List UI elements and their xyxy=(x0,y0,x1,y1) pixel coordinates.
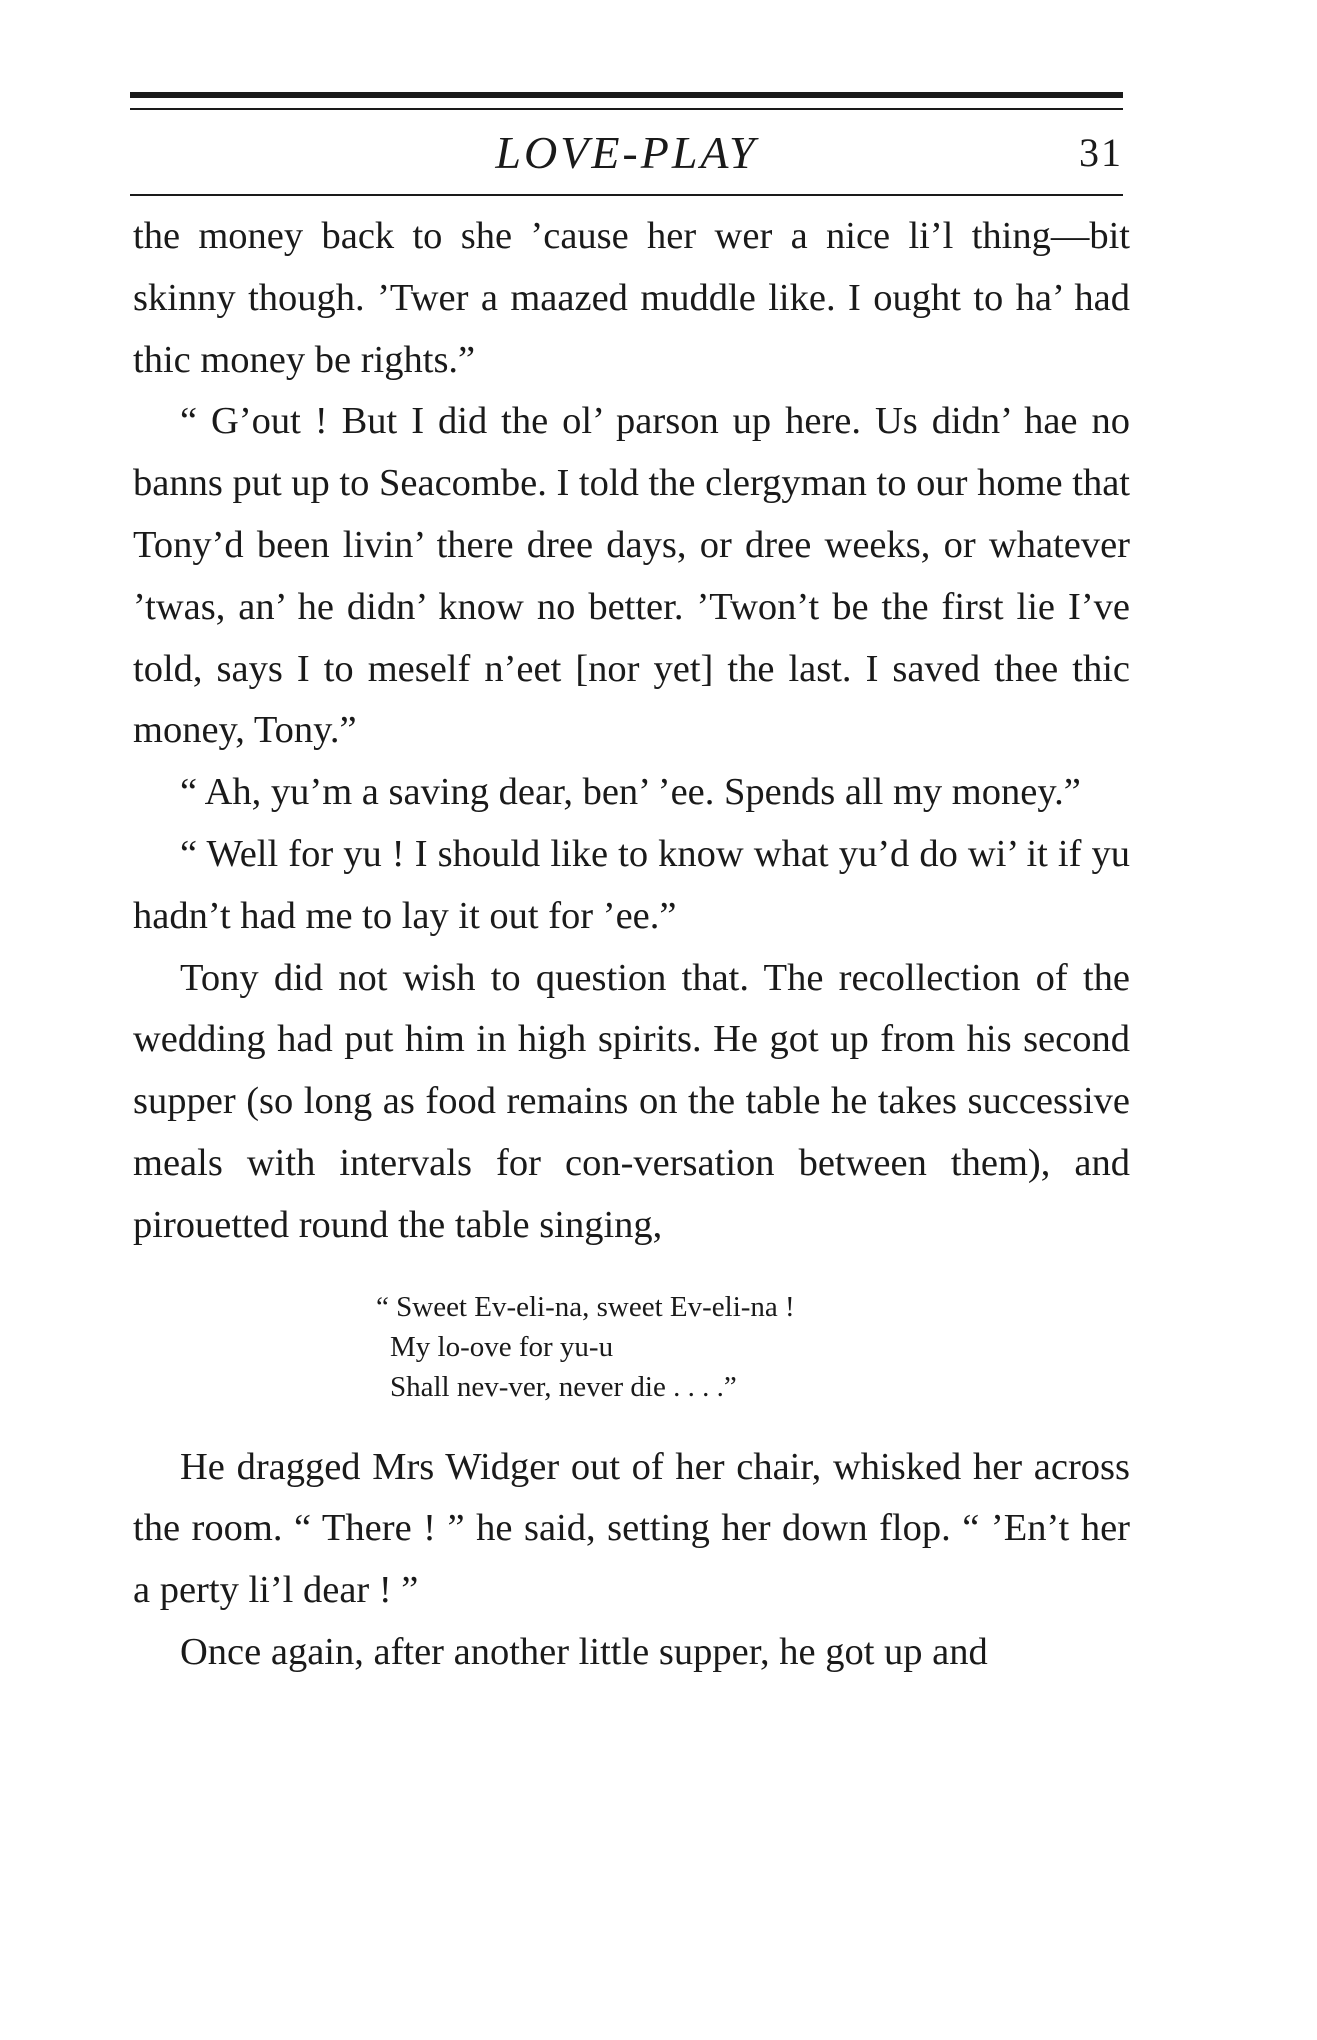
page-number: 31 xyxy=(1079,130,1123,175)
paragraph: “ Well for yu ! I should like to know what yu’d do wi’ it if yu hadn’t had me to lay it out for ’ee.” xyxy=(133,832,1130,937)
header-rule xyxy=(130,194,1123,196)
running-head xyxy=(130,128,1123,178)
body-text xyxy=(133,206,1130,1684)
paragraph: “ Ah, yu’m a saving dear, ben’ ’ee. Spends all my money.” xyxy=(180,771,1081,814)
paragraph: Tony did not wish to question that. The recollection of the wedding had put him in high spirits. He got up from his second supper (so long as food remains on the table he takes successive meals with intervals for con-versation between them), and pirouetted round the table singing, xyxy=(133,956,1130,1246)
top-rule-thin xyxy=(130,108,1123,110)
paragraph: “ G’out ! But I did the ol’ parson up here. Us didn’ hae no banns put up to Seacombe. I told the clergyman to our home that Tony’d been livin’ there dree days, or dree weeks, or whatever ’twas, an’ he didn’ know no better. ’Twon’t be the first lie I’ve told, says I to meself n’eet [nor yet] the last. I saved thee thic money, Tony.” xyxy=(133,400,1130,752)
paragraph: Once again, after another little supper, he got up and xyxy=(180,1630,988,1673)
running-title: LOVE-PLAY xyxy=(495,127,758,178)
song-verse xyxy=(376,1287,1130,1407)
verse-line: My lo-ove for yu-u xyxy=(390,1330,614,1363)
verse-line: “ Sweet Ev-eli-na, sweet Ev-eli-na ! xyxy=(376,1290,795,1323)
verse-line: Shall nev-ver, never die . . . .” xyxy=(390,1370,737,1403)
top-rule-thick xyxy=(130,92,1123,98)
paragraph: He dragged Mrs Widger out of her chair, whisked her across the room. “ There ! ” he said, setting her down flop. “ ’En’t her a perty li’l dear ! ” xyxy=(133,1445,1130,1612)
paragraph: the money back to she ’cause her wer a nice li’l thing—bit skinny though. ’Twer a maazed muddle like. I ought to ha’ had thic money be rights.” xyxy=(133,215,1130,381)
